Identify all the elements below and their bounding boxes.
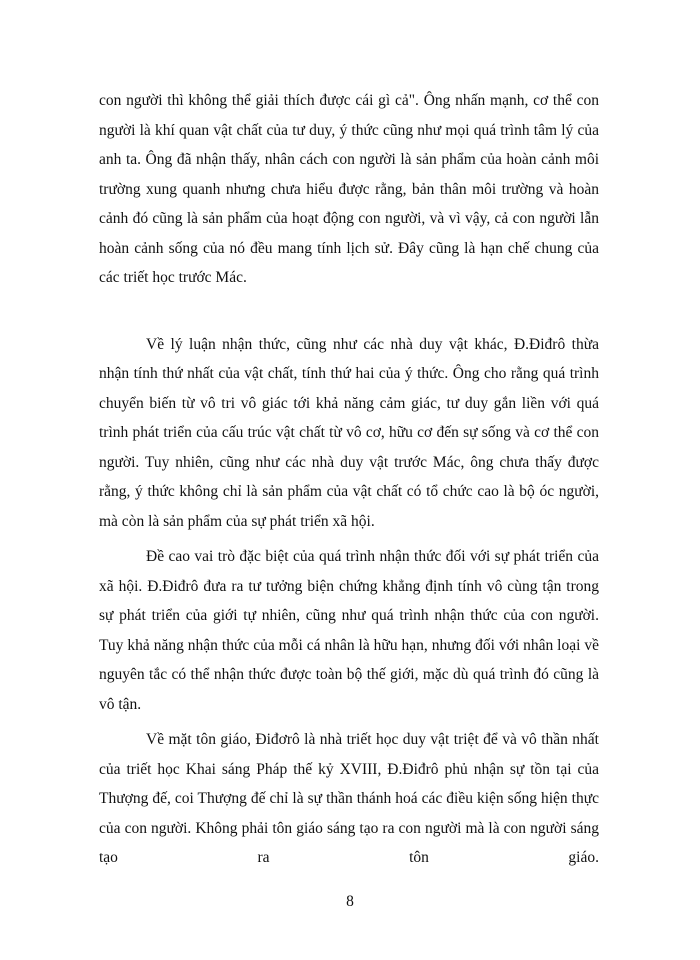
body-text (99, 86, 599, 879)
paragraph-1: con người thì không thể giải thích được cái gì cả". Ông nhấn mạnh, cơ thể con người là khí quan vật chất của tư duy, ý thức cũng như mọi quá trình tâm lý của anh ta. Ông đã nhận thấy, nhân cách con người là sản phẩm của hoàn cảnh môi trường xung quanh nhưng chưa hiểu được rằng, bản thân môi trường và hoàn cảnh đó cũng là sản phẩm của hoạt động con người, và vì vậy, cả con người lẫn hoàn cảnh sống của nó đều mang tính lịch sử. Đây cũng là hạn chế chung của các triết học trước Mác. (99, 92, 599, 286)
paragraph-3: Đề cao vai trò đặc biệt của quá trình nhận thức đối với sự phát triển của xã hội. Đ.Điđrô đưa ra tư tưởng biện chứng khẳng định tính vô cùng tận trong sự phát triển của giới tự nhiên, cũng như quá trình nhận thức của con người. Tuy khả năng nhận thức của mỗi cá nhân là hữu hạn, nhưng đối với nhân loại về nguyên tắc có thể nhận thức được toàn bộ thế giới, mặc dù quá trình đó cũng là vô tận. (99, 548, 599, 713)
page-number: 8 (346, 893, 354, 910)
paragraph-4: Về mặt tôn giáo, Điđơrô là nhà triết học duy vật triệt để và vô thần nhất của triết học Khai sáng Pháp thế kỷ XVIII, Đ.Điđrô phủ nhận sự tồn tại của Thượng đế, coi Thượng đế chỉ là sự thần thánh hoá các điều kiện sống hiện thực của con người. Không phải tôn giáo sáng tạo ra con người mà là con người sáng tạo ra tôn giáo. (99, 731, 599, 866)
paragraph-2: Về lý luận nhận thức, cũng như các nhà duy vật khác, Đ.Điđrô thừa nhận tính thứ nhất của vật chất, tính thứ hai của ý thức. Ông cho rằng quá trình chuyển biến từ vô tri vô giác tới khả năng cảm giác, tư duy gắn liền với quá trình phát triển của cấu trúc vật chất từ vô cơ, hữu cơ đến sự sống và cơ thể con người. Tuy nhiên, cũng như các nhà duy vật trước Mác, ông chưa thấy được rằng, ý thức không chỉ là sản phẩm của vật chất có tổ chức cao là bộ óc người, mà còn là sản phẩm của sự phát triển xã hội. (99, 335, 599, 530)
